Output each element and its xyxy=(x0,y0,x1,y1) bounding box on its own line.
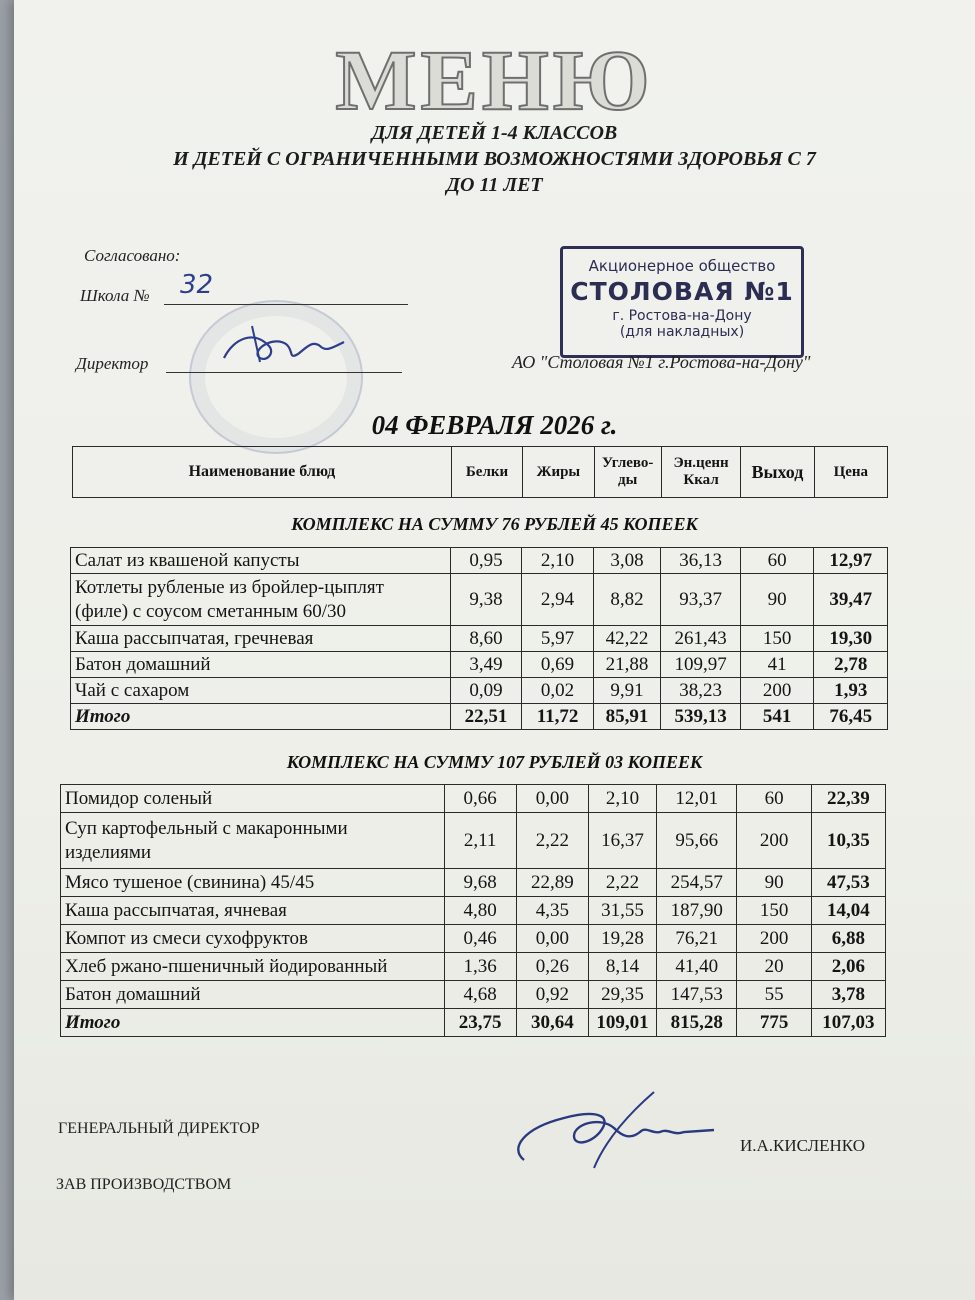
total-u: 109,01 xyxy=(588,1009,656,1037)
total-e: 539,13 xyxy=(661,704,741,730)
director-label: Директор xyxy=(76,354,149,373)
cell-v: 200 xyxy=(740,678,814,704)
cell-price: 10,35 xyxy=(811,813,885,869)
cell-u: 29,35 xyxy=(588,981,656,1009)
cell-price: 2,78 xyxy=(814,652,888,678)
dish-name xyxy=(71,626,451,652)
cell-u: 19,28 xyxy=(588,925,656,953)
cell-b: 4,80 xyxy=(444,897,516,925)
total-b: 23,75 xyxy=(444,1009,516,1037)
cell-e: 12,01 xyxy=(657,785,737,813)
dish-name xyxy=(71,652,451,678)
cell-price: 12,97 xyxy=(814,548,888,574)
production-head-label: ЗАВ ПРОИЗВОДСТВОМ xyxy=(56,1176,232,1193)
total-b: 22,51 xyxy=(450,704,522,730)
total-p: 76,45 xyxy=(814,704,888,730)
dish-name-line-1: Салат из квашеной капусты xyxy=(75,549,300,571)
col-price: Цена xyxy=(814,447,887,498)
cell-u: 8,14 xyxy=(588,953,656,981)
cell-price: 1,93 xyxy=(814,678,888,704)
cell-b: 3,49 xyxy=(450,652,522,678)
cell-price: 2,06 xyxy=(811,953,885,981)
total-row xyxy=(61,1009,886,1037)
dish-name-line-2: изделиями xyxy=(65,841,152,863)
dish-name-line-1: Хлеб ржано-пшеничный йодированный xyxy=(65,955,388,977)
cell-price: 22,39 xyxy=(811,785,885,813)
subtitle-line-2: И ДЕТЕЙ С ОГРАНИЧЕННЫМИ ВОЗМОЖНОСТЯМИ ЗДОРОВЬЯ С 7 xyxy=(173,148,816,170)
cell-zh: 2,22 xyxy=(516,813,588,869)
complex-2-table xyxy=(60,784,886,1037)
cell-b: 0,09 xyxy=(450,678,522,704)
cell-price: 19,30 xyxy=(814,626,888,652)
table-row xyxy=(61,981,886,1009)
cell-zh: 0,02 xyxy=(522,678,594,704)
cell-e: 109,97 xyxy=(661,652,741,678)
cell-b: 0,66 xyxy=(444,785,516,813)
cell-v: 20 xyxy=(737,953,811,981)
dish-name-line-1: Батон домашний xyxy=(75,653,211,675)
signatory-name: И.А.КИСЛЕНКО xyxy=(740,1136,865,1155)
school-number: 32 xyxy=(180,270,214,300)
cell-b: 4,68 xyxy=(444,981,516,1009)
dish-name xyxy=(61,813,445,869)
col-yield: Выход xyxy=(741,447,814,498)
dish-name xyxy=(61,785,445,813)
total-v: 541 xyxy=(740,704,814,730)
dish-name-line-1: Помидор соленый xyxy=(65,787,213,809)
cell-e: 36,13 xyxy=(661,548,741,574)
total-zh: 30,64 xyxy=(516,1009,588,1037)
cell-price: 39,47 xyxy=(814,574,888,626)
cell-e: 261,43 xyxy=(661,626,741,652)
general-director-signature xyxy=(504,1088,724,1174)
col-fats: Жиры xyxy=(523,447,594,498)
col-carbs-line-1: Углево- xyxy=(602,455,654,471)
col-name: Наименование блюд xyxy=(73,447,452,498)
cell-u: 3,08 xyxy=(593,548,660,574)
total-label: Итого xyxy=(71,704,451,730)
menu-title: МЕНЮ xyxy=(335,32,654,128)
cell-e: 93,37 xyxy=(661,574,741,626)
director-signature xyxy=(214,318,364,374)
dish-name-line-1: Чай с сахаром xyxy=(75,679,190,701)
total-p: 107,03 xyxy=(811,1009,885,1037)
dish-name-line-2: (филе) с соусом сметанным 60/30 xyxy=(75,600,347,622)
cell-zh: 0,00 xyxy=(516,925,588,953)
cell-b: 1,36 xyxy=(444,953,516,981)
stamp-line-2: СТОЛОВАЯ №1 xyxy=(570,277,794,306)
cell-zh: 22,89 xyxy=(516,869,588,897)
document-page xyxy=(14,0,975,1300)
col-energy xyxy=(661,447,740,498)
total-label: Итого xyxy=(61,1009,445,1037)
cell-u: 21,88 xyxy=(593,652,660,678)
total-e: 815,28 xyxy=(657,1009,737,1037)
cell-v: 55 xyxy=(737,981,811,1009)
stamp-line-4: (для накладных) xyxy=(619,324,745,340)
dish-name-line-1: Мясо тушеное (свинина) 45/45 xyxy=(65,871,315,893)
table-row xyxy=(61,925,886,953)
dish-name xyxy=(61,953,445,981)
school-label: Школа № xyxy=(80,286,150,305)
table-row xyxy=(61,785,886,813)
col-energy-line-1: Эн.ценн xyxy=(673,455,729,471)
cell-b: 2,11 xyxy=(444,813,516,869)
table-row xyxy=(61,953,886,981)
table-row xyxy=(61,813,886,869)
dish-name xyxy=(71,678,451,704)
col-energy-line-2: Ккал xyxy=(683,472,719,488)
col-carbs-line-2: ды xyxy=(618,472,638,488)
cell-price: 14,04 xyxy=(811,897,885,925)
total-u: 85,91 xyxy=(593,704,660,730)
dish-name-line-1: Суп картофельный с макаронными xyxy=(65,817,348,839)
cell-v: 90 xyxy=(737,869,811,897)
total-zh: 11,72 xyxy=(522,704,594,730)
cell-u: 8,82 xyxy=(593,574,660,626)
cell-zh: 2,10 xyxy=(522,548,594,574)
dish-name-line-1: Каша рассыпчатая, гречневая xyxy=(75,627,314,649)
agreed-label: Согласовано: xyxy=(84,246,181,265)
organization-name: АО "Столовая №1 г.Ростова-на-Дону" xyxy=(512,352,811,372)
cell-price: 6,88 xyxy=(811,925,885,953)
company-stamp xyxy=(560,246,804,358)
table-row xyxy=(71,626,888,652)
table-row xyxy=(71,574,888,626)
cell-b: 9,38 xyxy=(450,574,522,626)
school-number-line xyxy=(164,300,408,305)
cell-b: 0,95 xyxy=(450,548,522,574)
cell-b: 8,60 xyxy=(450,626,522,652)
dish-name xyxy=(61,897,445,925)
subtitle-line-1: ДЛЯ ДЕТЕЙ 1-4 КЛАССОВ xyxy=(371,122,618,144)
cell-zh: 0,26 xyxy=(516,953,588,981)
subtitle-line-3: ДО 11 ЛЕТ xyxy=(446,174,543,196)
complex-1-title: КОМПЛЕКС НА СУММУ 76 РУБЛЕЙ 45 КОПЕЕК xyxy=(291,514,698,534)
menu-date: 04 ФЕВРАЛЯ 2026 г. xyxy=(371,410,618,440)
table-row xyxy=(71,678,888,704)
dish-name xyxy=(71,548,451,574)
cell-e: 147,53 xyxy=(657,981,737,1009)
dish-name xyxy=(61,981,445,1009)
cell-zh: 0,00 xyxy=(516,785,588,813)
header-row xyxy=(73,447,888,498)
dish-name xyxy=(61,925,445,953)
cell-u: 16,37 xyxy=(588,813,656,869)
cell-price: 3,78 xyxy=(811,981,885,1009)
stamp-line-1: Акционерное общество xyxy=(588,257,776,275)
complex-2-title: КОМПЛЕКС НА СУММУ 107 РУБЛЕЙ 03 КОПЕЕК xyxy=(286,752,703,772)
dish-name-line-1: Компот из смеси сухофруктов xyxy=(65,927,309,949)
cell-e: 76,21 xyxy=(657,925,737,953)
cell-v: 200 xyxy=(737,813,811,869)
cell-zh: 2,94 xyxy=(522,574,594,626)
cell-e: 187,90 xyxy=(657,897,737,925)
cell-v: 90 xyxy=(740,574,814,626)
table-row xyxy=(61,869,886,897)
dish-name-line-1: Батон домашний xyxy=(65,983,201,1005)
dish-name-line-1: Котлеты рубленые из бройлер-цыплят xyxy=(75,576,384,598)
cell-v: 200 xyxy=(737,925,811,953)
cell-u: 2,22 xyxy=(588,869,656,897)
cell-zh: 0,69 xyxy=(522,652,594,678)
cell-v: 150 xyxy=(740,626,814,652)
general-director-label: ГЕНЕРАЛЬНЫЙ ДИРЕКТОР xyxy=(58,1120,260,1137)
cell-u: 42,22 xyxy=(593,626,660,652)
cell-u: 9,91 xyxy=(593,678,660,704)
cell-e: 38,23 xyxy=(661,678,741,704)
cell-v: 150 xyxy=(737,897,811,925)
header-table xyxy=(72,446,888,498)
cell-b: 0,46 xyxy=(444,925,516,953)
total-v: 775 xyxy=(737,1009,811,1037)
stamp-line-3: г. Ростова-на-Дону xyxy=(612,308,752,324)
dish-name xyxy=(71,574,451,626)
col-carbs xyxy=(594,447,661,498)
cell-zh: 4,35 xyxy=(516,897,588,925)
cell-price: 47,53 xyxy=(811,869,885,897)
cell-zh: 0,92 xyxy=(516,981,588,1009)
complex-1-table xyxy=(70,547,888,730)
cell-b: 9,68 xyxy=(444,869,516,897)
cell-e: 254,57 xyxy=(657,869,737,897)
cell-e: 41,40 xyxy=(657,953,737,981)
cell-v: 60 xyxy=(740,548,814,574)
total-row xyxy=(71,704,888,730)
table-row xyxy=(71,548,888,574)
cell-v: 41 xyxy=(740,652,814,678)
cell-zh: 5,97 xyxy=(522,626,594,652)
cell-v: 60 xyxy=(737,785,811,813)
col-proteins: Белки xyxy=(451,447,522,498)
cell-u: 31,55 xyxy=(588,897,656,925)
table-row xyxy=(61,897,886,925)
cell-e: 95,66 xyxy=(657,813,737,869)
table-row xyxy=(71,652,888,678)
cell-u: 2,10 xyxy=(588,785,656,813)
dish-name-line-1: Каша рассыпчатая, ячневая xyxy=(65,899,287,921)
menu-subtitle xyxy=(84,120,905,198)
dish-name xyxy=(61,869,445,897)
